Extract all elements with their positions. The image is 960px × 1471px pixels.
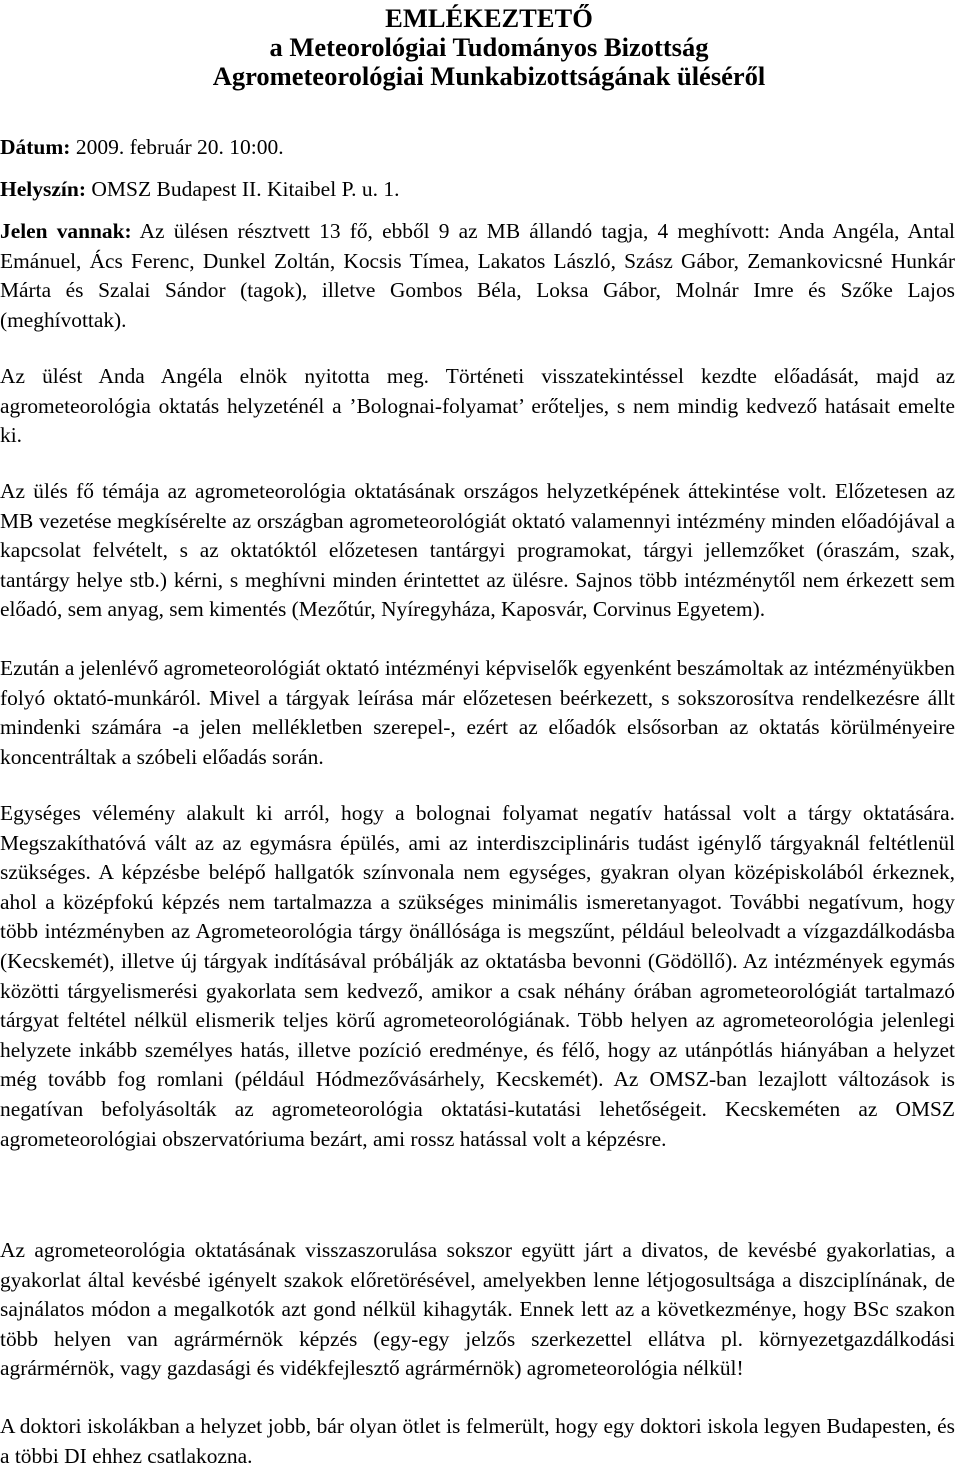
place-label: Helyszín: (0, 177, 86, 201)
document-header (0, 4, 960, 91)
attendees-paragraph (0, 217, 955, 335)
document-subtitle-committee: a Meteorológiai Tudományos Bizottság (269, 32, 709, 62)
main-topic-paragraph: Az ülés fő témája az agrometeorológia oktatásának országos helyzetképének áttekintése volt. Előzetesen az MB vezetése megkísérelte az országban agrometeorológiát oktató valamennyi intézmény minden előadójával a kapcsolat felvételt, s az oktatóktól előzetesen tantárgyi programokat, tárgyi jellemzőket (óraszám, szak, tantárgy helye stb.) kérni, s meghívni minden érintettet az ülésre. Sajnos több intézménytől nem érkezett sem előadó, sem anyag, sem kimentés (Mezőtúr, Nyíregyháza, Kaposvár, Corvinus Egyetem). (0, 479, 955, 622)
place-value: OMSZ Budapest II. Kitaibel P. u. 1. (91, 177, 400, 201)
attendees-label: Jelen vannak: (0, 219, 132, 243)
attendees-text: Az ülésen résztvett 13 fő, ebből 9 az MB állandó tagja, 4 meghívott: Anda Angéla, Antal Emánuel, Ács Ferenc, Dunkel Zoltán, Kocsis Tímea, Lakatos László, Szász Gábor, Zemankovicsné Hunkár Márta és Szalai Sándor (tagok), illetve Gombos Béla, Loksa Gábor, Molnár Imre és Szőke Lajos (meghívottak). (0, 219, 956, 332)
document-subtitle-workgroup: Agrometeorológiai Munkabizottságának üléséről (212, 61, 766, 91)
place-line (0, 176, 400, 202)
date-value: 2009. február 20. 10:00. (75, 135, 284, 159)
decline-paragraph: Az agrometeorológia oktatásának visszaszorulása sokszor együtt járt a divatos, de kevésbé gyakorlatias, a gyakorlat által kevésbé igényelt szakok előretörésével, amelyekben lenne létjogosultsága a diszciplínának, de sajnálatos módon a megalkotók azt gond nélkül kihagyták. Ennek lett az a következménye, hogy BSc szakon több helyen van agrármérnök képzés (egy-egy jelzős szerkezettel ellátva pl. környezetgazdálkodási agrármérnök, vagy gazdasági és vidékfejlesztő agrármérnök) agrometeorológia nélkül! (0, 1238, 955, 1381)
reports-paragraph: Ezután a jelenlévő agrometeorológiát oktató intézményi képviselők egyenként beszámoltak az intézményükben folyó oktató-munkáról. Mivel a tárgyak leírása már előzetesen beérkezett, s sokszorosítva rendelkezésre állt mindenki számára -a jelen mellékletben szerepel-, ezért az előadók elsősorban az oktatás körülményeire koncentráltak a szóbeli előadás során. (0, 656, 955, 769)
document-title: EMLÉKEZTETŐ (385, 3, 593, 33)
doctoral-paragraph: A doktori iskolákban a helyzet jobb, bár olyan ötlet is felmerült, hogy egy doktori iskola legyen Budapesten, és a többi DI ehhez csatlakozna. (0, 1414, 955, 1468)
opening-paragraph: Az ülést Anda Angéla elnök nyitotta meg. Történeti visszatekintéssel kezdte előadását, majd az agrometeorológia oktatás helyzeténél a ’Bolognai-folyamat’ erőteljes, s nem mindig kedvező hatásait emelte ki. (0, 364, 955, 448)
date-line (0, 134, 284, 160)
date-label: Dátum: (0, 135, 71, 159)
consensus-paragraph: Egységes vélemény alakult ki arról, hogy a bolognai folyamat negatív hatással volt a tárgy oktatására. Megszakíthatóvá vált az az egymásra épülés, ami az interdiszciplináris tudást igénylő tárgyaknál feltétlenül szükséges. A képzésbe belépő hallgatók színvonala nem egységes, gyakran olyan középiskolából érkeznek, ahol a középfokú képzés nem tartalmazza a szükséges minimális ismeretanyagot. További negatívum, hogy több intézményben az Agrometeorológia tárgy önállósága is megszűnt, például beleolvadt a vízgazdálkodásba (Kecskemét), illetve új tárgyak indításával próbálják az oktatásba bevonni (Gödöllő). Az intézmények egymás közötti tárgyelismerési gyakorlata sem kedvező, amikor a csak néhány órában agrometeorológiát tartalmazó tárgyat feltétel nélkül elismerik teljes körű agrometeorológiának. Több helyen az agrometeorológia jelenlegi helyzete inkább személyes hatás, illetve pozíció eredménye, és félő, hogy az utánpótlás hiányában a helyzet még tovább fog romlani (például Hódmezővásárhely, Kecskemét). Az OMSZ-ban lezajlott változások is negatívan befolyásolták az agrometeorológia oktatási-kutatási lehetőségeit. Kecskeméten az OMSZ agrometeorológiai obszervatóriuma bezárt, ami rossz hatással volt a képzésre. (0, 801, 955, 1151)
